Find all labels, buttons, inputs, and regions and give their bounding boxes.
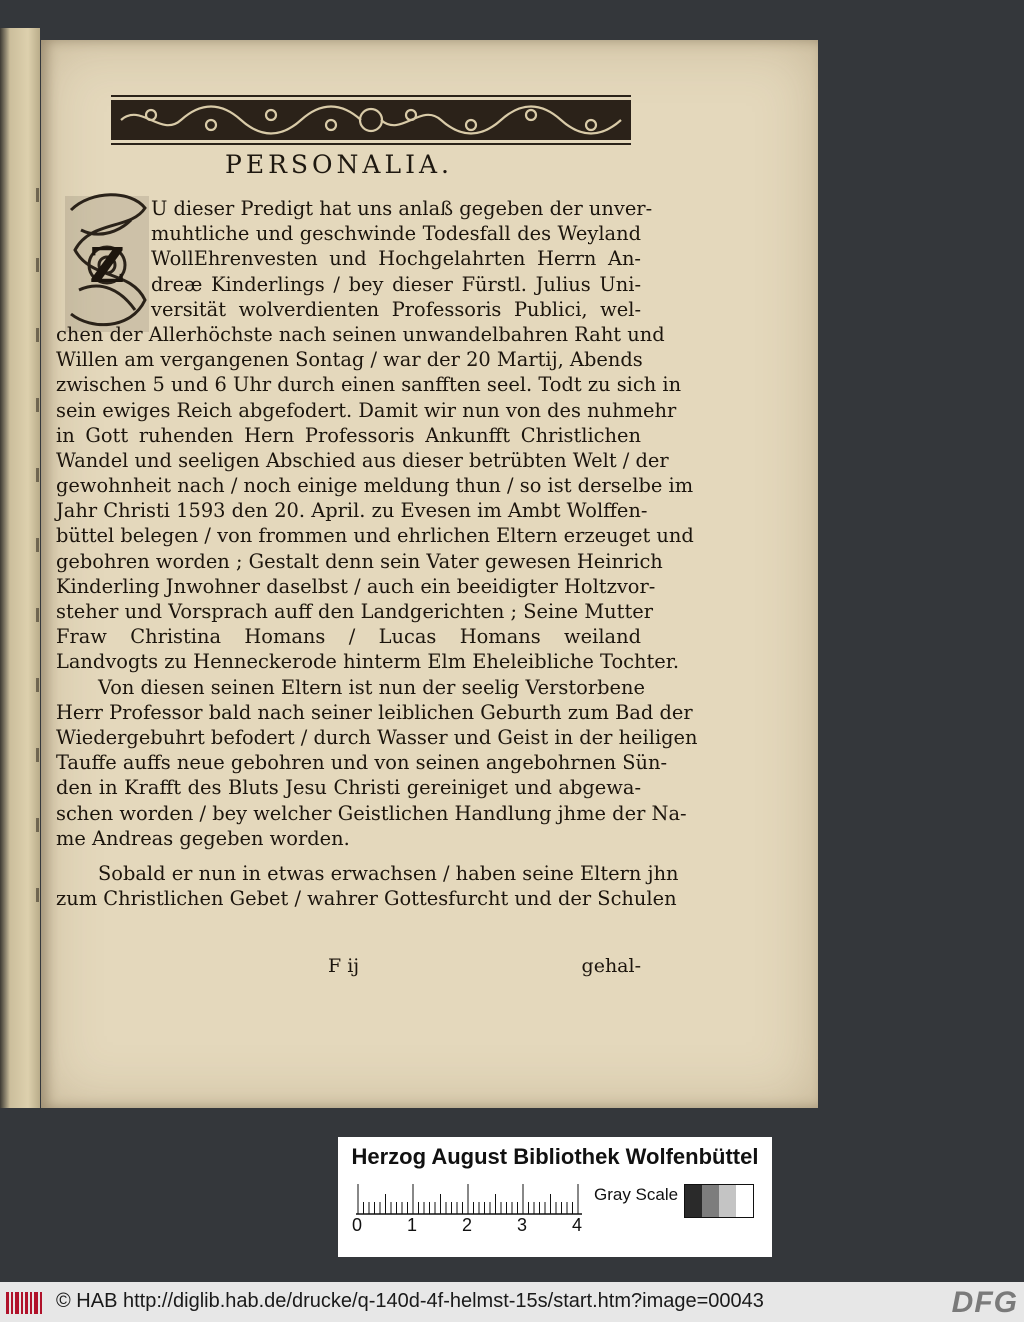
ruler-number: 0 <box>352 1215 363 1235</box>
text-line: Von diesen seinen Eltern ist nun der seelig Verstorbene <box>98 675 645 699</box>
text-line: Landvogts zu Henneckerode hinterm Elm Eheleibliche Tochter. <box>56 650 680 674</box>
text-line: steher und Vorsprach auff den Landgerichten ; Seine Mutter <box>56 600 653 623</box>
dfg-logo: DFG <box>951 1286 1018 1319</box>
text-line: Herr Professor bald nach seiner leiblichen Geburth zum Bad der <box>56 700 693 724</box>
previous-page-edge <box>0 28 40 1108</box>
text-line: Tauffe auffs neue gebohren und von seinen angebohrnen Sün- <box>56 751 668 775</box>
text-line: dreæ Kinderlings / bey dieser Fürstl. Julius Uni- <box>151 272 641 296</box>
previous-page-text-fragment <box>2 538 39 552</box>
gray-scale-swatches <box>684 1184 754 1218</box>
library-name: Herzog August Bibliothek Wolfenbüttel <box>351 1144 759 1169</box>
text-line: schen worden / bey welcher Geistlichen Handlung jhme der Na- <box>56 801 687 825</box>
text-line: chen der Allerhöchste nach seinen unwandelbahren Raht und <box>56 322 665 346</box>
text-line: zwischen 5 und 6 Uhr durch einen sanfften seel. Todt zu sich in <box>56 373 682 397</box>
previous-page-text-fragment <box>2 888 39 902</box>
ruler-number: 1 <box>407 1215 418 1235</box>
text-line: büttel belegen / von frommen und ehrlichen Eltern erzeuget und <box>56 524 694 548</box>
previous-page-text-fragment <box>2 678 39 692</box>
previous-page-text-fragment <box>2 258 39 272</box>
text-line: muhtliche und geschwinde Todesfall des Weyland <box>151 222 641 246</box>
text-line: zum Christlichen Gebet / wahrer Gottesfurcht und der Schulen <box>56 887 677 911</box>
catchword: gehal- <box>581 955 641 977</box>
previous-page-text-fragment <box>2 608 39 622</box>
ruler-scale <box>356 1181 586 1215</box>
hab-barcode-icon <box>6 1290 46 1316</box>
gray-swatch <box>702 1185 719 1217</box>
text-line: Jahr Christi 1593 den 20. April. zu Evesen im Ambt Wolffen- <box>56 499 648 523</box>
text-line: me Andreas gegeben worden. <box>56 826 350 850</box>
text-line: gewohnheit nach / noch einige meldung thun / so ist derselbe im <box>56 474 694 498</box>
copyright-url[interactable]: © HAB http://diglib.hab.de/drucke/q-140d-4f-helmst-15s/start.htm?image=00043 <box>56 1290 764 1312</box>
gray-swatch <box>719 1185 736 1217</box>
text-line: WollEhrenvesten und Hochgelahrten Herrn An- <box>151 247 641 271</box>
gray-swatch <box>736 1185 753 1217</box>
page-text <box>56 196 698 911</box>
previous-page-text-fragment <box>2 818 39 832</box>
ruler-numbers <box>352 1215 592 1237</box>
text-line: den in Krafft des Bluts Jesu Christi gereiniget und abgewa- <box>56 776 641 800</box>
page-footer-row <box>56 955 641 981</box>
previous-page-text-fragment <box>2 188 39 202</box>
previous-page-text-fragment <box>2 748 39 762</box>
library-color-card <box>338 1137 772 1257</box>
ruler-number: 4 <box>572 1215 583 1235</box>
text-line: sein ewiges Reich abgefodert. Damit wir nun von des nuhmehr <box>56 398 677 422</box>
document-page <box>41 40 818 1108</box>
previous-page-text-fragment <box>2 468 39 482</box>
ruler-number: 2 <box>462 1215 473 1235</box>
text-line: Wandel und seeligen Abschied aus dieser betrübten Welt / der <box>56 448 669 472</box>
text-line: U dieser Predigt hat uns anlaß gegeben der unver- <box>151 197 653 220</box>
previous-page-text-fragment <box>2 398 39 412</box>
text-line: in Gott ruhenden Hern Professoris Ankunfft Christlichen <box>56 423 641 447</box>
text-line: Kinderling Jnwohner daselbst / auch ein beeidigter Holtzvor- <box>56 574 656 598</box>
ruler-number: 3 <box>517 1215 528 1235</box>
initial-letter-glyph: Z <box>89 238 125 294</box>
text-line: Fraw Christina Homans / Lucas Homans weiland <box>56 625 641 649</box>
gray-swatch <box>685 1185 702 1217</box>
previous-page-text-fragment <box>2 328 39 342</box>
ornamental-headpiece <box>111 95 631 145</box>
gray-scale-label: Gray Scale <box>594 1185 679 1204</box>
text-line: Sobald er nun in etwas erwachsen / haben seine Eltern jhn <box>98 861 679 885</box>
viewer-footer <box>0 1282 1024 1322</box>
page-heading: PERSONALIA. <box>225 150 453 179</box>
text-line: Wiedergebuhrt befodert / durch Wasser und Geist in der heiligen <box>56 725 698 749</box>
text-line: gebohren worden ; Gestalt denn sein Vater gewesen Heinrich <box>56 549 663 573</box>
signature-mark: F ij <box>328 955 360 977</box>
text-line: versität wolverdienten Professoris Publici, wel- <box>151 297 641 321</box>
text-line: Willen am vergangenen Sontag / war der 20 Martij, Abends <box>56 348 643 372</box>
